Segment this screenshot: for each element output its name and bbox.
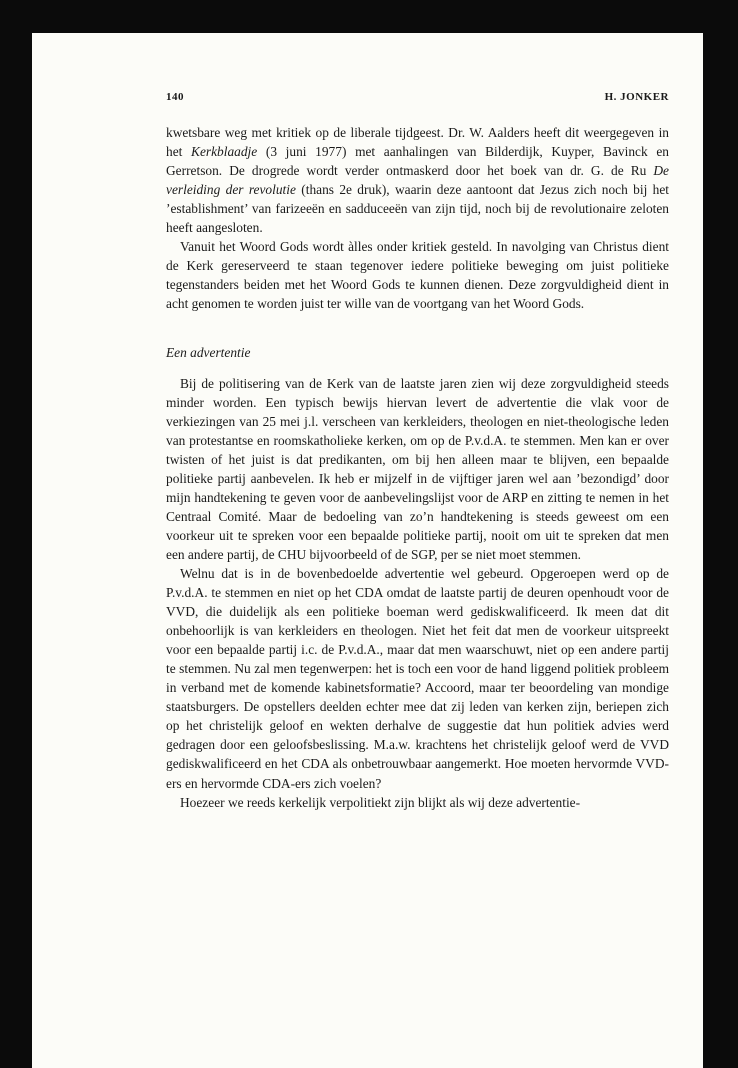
- paragraph: Welnu dat is in de bovenbedoelde advertentie wel gebeurd. Opgeroepen werd op de P.v.d.A. te stemmen en niet op het CDA omdat de laatste partij de deuren openhoudt voor de VVD, die duidelijk als een politieke boeman werd gediskwalificeerd. Ik meen dat dit onbehoorlijk is van kerkleiders en theologen. Niet het feit dat men de voorkeur uitspreekt voor een bepaalde partij i.c. de P.v.d.A., maar dat men waarschuwt, niet op een andere partij te stemmen. Nu zal men tegenwerpen: het is toch een voor de hand liggend politiek probleem in verband met de komende kabinetsformatie? Accoord, maar ter beoordeling van mondige staatsburgers. De opstellers deelden echter mee dat zij leden van kerken zijn, beriepen zich op het christelijk geloof en wekten derhalve de suggestie dat hun politiek advies werd gedragen door een geloofsbeslissing. M.a.w. krachtens het christelijk geloof werd de VVD gediskwalificeerd en het CDA als onbetrouwbaar aangemerkt. Hoe moeten hervormde VVD-ers en hervormde CDA-ers zich voelen?: [166, 565, 669, 791]
- paragraph-text: kwetsbare weg met kritiek op de liberale tijdgeest. Dr. W. Aalders heeft dit weergegeven in het: [166, 125, 669, 160]
- paragraph-text: (3 juni 1977) met aanhalingen van Bilderdijk, Kuyper, Bavinck en Gerretson. De drogrede wordt verder ontmaskerd door het boek van dr. G. de Ru: [166, 144, 669, 179]
- section-heading: Een advertentie: [166, 345, 251, 361]
- paragraph-text: (thans 2e druk), waarin deze aantoont dat Jezus zich noch bij het ’establishment’ van farizeeën en sadduceeën van zijn tijd, noch bij de revolutionaire zeloten heeft aangesloten.: [166, 182, 669, 236]
- book-title: De verleiding der revolutie: [166, 163, 669, 198]
- book-page: [32, 33, 703, 1068]
- paragraph-continuation: [166, 123, 669, 237]
- running-head-author: H. JONKER: [604, 91, 669, 103]
- paragraph: Vanuit het Woord Gods wordt àlles onder kritiek gesteld. In navolging van Christus dient de Kerk gereserveerd te staan tegenover iedere politieke beweging om juist politieke tegenstanders beiden met het Woord Gods te kunnen dienen. Deze zorgvuldigheid dient in acht genomen te worden juist ter wille van de voortgang van het Woord Gods.: [166, 239, 669, 312]
- body-text: [166, 123, 669, 812]
- journal-title: Kerkblaadje: [191, 144, 258, 160]
- paragraph: Hoezeer we reeds kerkelijk verpolitiekt zijn blijkt als wij deze advertentie-: [180, 794, 581, 810]
- paragraph: Bij de politisering van de Kerk van de laatste jaren zien wij deze zorgvuldigheid steeds minder worden. Een typisch bewijs hiervan levert de advertentie die vlak voor de verkiezingen van 25 mei j.l. verscheen van kerkleiders, theologen en niet-theologische leden van protestantse en roomskatholieke kerken, om op de P.v.d.A. te stemmen. Men kan er over twisten of het juist is dat predikanten, om bij hen alleen maar te blijven, een bepaalde politieke partij aanbevelen. Ik heb er mijzelf in de vijftiger jaren wel aan ’bezondigd’ door mijn handtekening te geven voor de aanbevelingslijst voor de ARP en zitting te nemen in het Centraal Comité. Maar de bedoeling van zo’n handtekening is steeds geweest om een voorkeur uit te spreken voor een bepaalde politieke partij, nooit om uit te spreken dat men een andere partij, de CHU bijvoorbeeld of de SGP, per se niet moet stemmen.: [166, 375, 669, 562]
- page-number: 140: [166, 91, 184, 103]
